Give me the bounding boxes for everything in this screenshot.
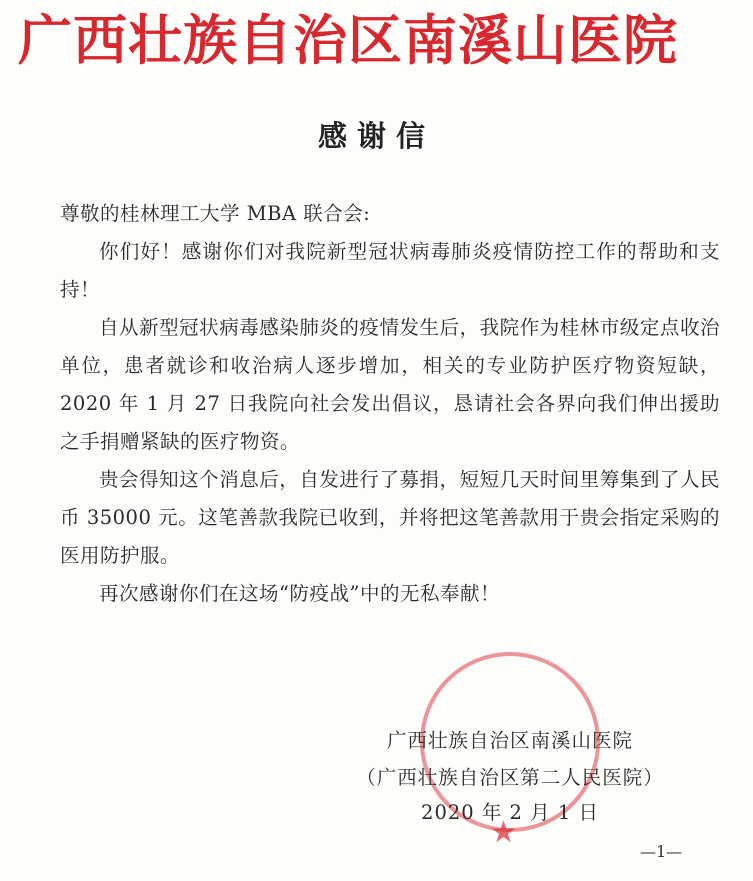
letter-body [60,195,720,613]
signature-date: 2020 年 2 月 1 日 [421,801,599,824]
signature-org: 广西壮族自治区南溪山医院 [386,729,633,752]
signature-sub-org: （广西壮族自治区第二人民医院） [356,766,664,789]
letterhead: 广西壮族自治区南溪山医院 [18,8,678,72]
salutation: 尊敬的桂林理工大学 MBA 联合会: [60,202,371,225]
letter-title: 感谢信 [317,119,435,153]
seal-star-icon: ★ [490,815,517,850]
paragraph: 再次感谢你们在这场“防疫战”中的无私奉献！ [99,582,500,605]
paragraph: 自从新型冠状病毒感染肺炎的疫情发生后，我院作为桂林市级定点收治单位，患者就诊和收治病人逐步增加，相关的专业防护医疗物资短缺，2020 年 1 月 27 日我院向社会发出倡议，恳请社会各界向我们伸出援助之手捐赠紧缺的医疗物资。 [60,316,720,453]
paragraph: 你们好！感谢你们对我院新型冠状病毒肺炎疫情防控工作的帮助和支持！ [60,240,720,301]
page-number: —1— [640,842,683,861]
paragraph: 贵会得知这个消息后，自发进行了募捐，短短几天时间里筹集到了人民币 35000 元。这笔善款我院已收到，并将把这笔善款用于贵会指定采购的医用防护服。 [60,468,720,567]
